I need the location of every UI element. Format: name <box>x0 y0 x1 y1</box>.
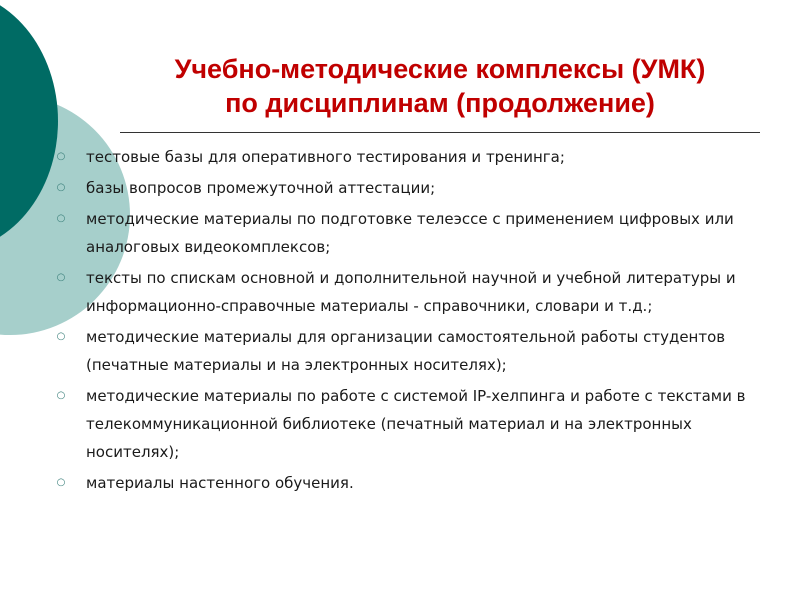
list-item-text: методические материалы по подготовке телеэссе с применением цифровых или аналоговых видеокомплексов; <box>86 210 734 256</box>
list-item <box>50 323 770 379</box>
bullet-circle-icon: ○ <box>56 182 66 193</box>
list-item <box>50 143 770 171</box>
bullet-circle-icon: ○ <box>56 331 66 342</box>
list-item-text: тексты по спискам основной и дополнительной научной и учебной литературы и информационно-справочные материалы - справочники, словари и т.д.; <box>86 269 736 315</box>
list-item-text: материалы настенного обучения. <box>86 474 354 492</box>
slide-title <box>120 52 760 120</box>
list-item-text: базы вопросов промежуточной аттестации; <box>86 179 436 197</box>
list-item-text: тестовые базы для оперативного тестирования и тренинга; <box>86 148 565 166</box>
list-item-text: методические материалы для организации самостоятельной работы студентов (печатные материалы и на электронных носителях); <box>86 328 726 374</box>
list-item <box>50 264 770 320</box>
bullet-circle-icon: ○ <box>56 151 66 162</box>
list-item <box>50 205 770 261</box>
list-item <box>50 174 770 202</box>
bullet-circle-icon: ○ <box>56 272 66 283</box>
list-item-text: методические материалы по работе с системой IP-хелпинга и работе с текстами в телекоммуникационной библиотеке (печатный материал и на электронных носителях); <box>86 387 746 461</box>
bullet-circle-icon: ○ <box>56 390 66 401</box>
title-divider <box>120 132 760 133</box>
list-item <box>50 382 770 466</box>
slide-title-line-2: по дисциплинам (продолжение) <box>225 88 655 118</box>
bullet-list <box>50 143 770 500</box>
bullet-circle-icon: ○ <box>56 213 66 224</box>
list-item <box>50 469 770 497</box>
slide-title-line-1: Учебно-методические комплексы (УМК) <box>174 54 706 84</box>
bullet-circle-icon: ○ <box>56 477 66 488</box>
